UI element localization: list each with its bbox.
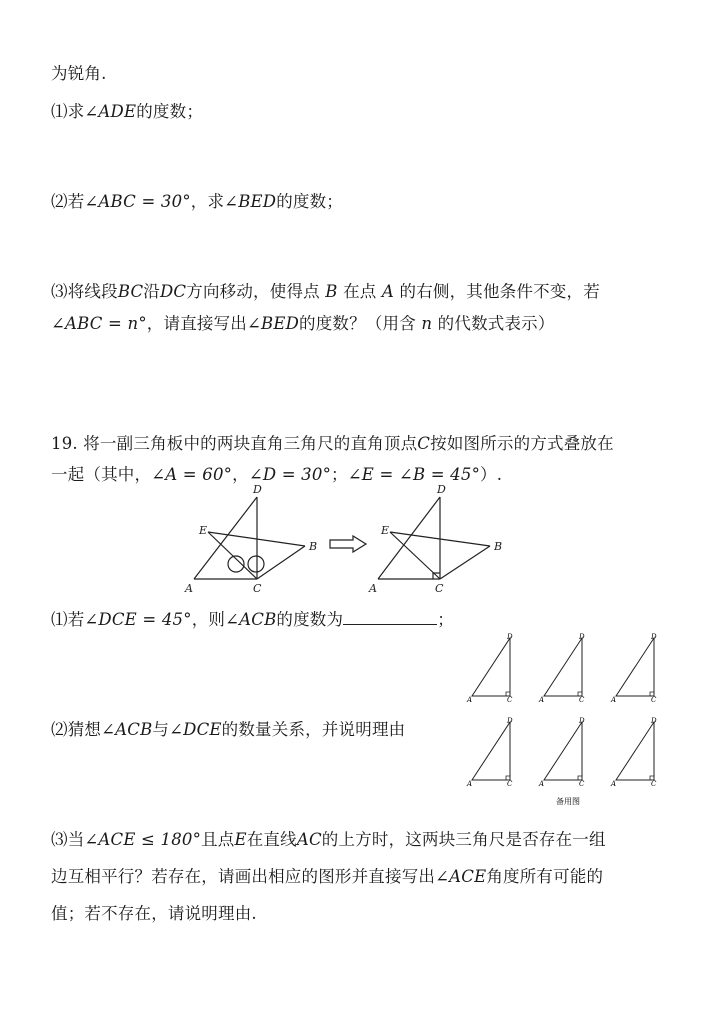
- q19-angle-eb: ∠E = ∠B = 45°: [347, 465, 481, 484]
- spare-label-c: C: [507, 696, 513, 704]
- spare-label-a: A: [467, 696, 473, 704]
- q2-angle: ∠BED: [224, 192, 277, 211]
- spare-label-d: D: [651, 633, 657, 641]
- q3-point-a: A: [381, 282, 395, 301]
- q1-prefix: ⑴求: [51, 102, 85, 121]
- fig-label-e: E: [199, 524, 208, 537]
- p3-angle: ∠ACE: [435, 867, 487, 886]
- q19-text-a: 19. 将一副三角板中的两块直角三角尺的直角顶点: [51, 434, 418, 453]
- spare-triangle-2: [538, 633, 585, 704]
- spare-label-d: D: [579, 717, 585, 725]
- q19-part-2: [51, 716, 405, 740]
- fig-label-b-2: B: [494, 540, 503, 553]
- q19-part-3-line-2: [51, 863, 603, 887]
- p1-end: ；: [437, 610, 454, 629]
- q3-var-n: n: [421, 314, 433, 333]
- q19-sep-1: ，: [232, 465, 249, 484]
- q3-text-e: 的右侧，其他条件不变，若: [394, 282, 600, 301]
- q19-text-c: 一起（其中，: [51, 465, 152, 484]
- p3-text-f: 角度所有可能的: [486, 867, 604, 886]
- spare-triangle-5: [538, 717, 585, 788]
- spare-label-d: D: [579, 633, 585, 641]
- q3-seg-dc: DC: [159, 282, 187, 301]
- q3-text-a: ⑶将线段: [51, 282, 118, 301]
- spare-label-d: D: [507, 633, 513, 641]
- spare-triangle-6: [610, 717, 657, 788]
- spare-label-a: A: [611, 696, 617, 704]
- spare-triangle-3: [610, 633, 657, 704]
- p3-text-a: ⑶当: [51, 830, 85, 849]
- spare-label-a: A: [539, 696, 545, 704]
- q2-prefix: ⑵若: [51, 192, 85, 211]
- p2-prefix: ⑵猜想: [51, 720, 102, 739]
- p2-angle-acb: ∠ACB: [101, 720, 153, 739]
- q2-mid: ，求: [190, 192, 225, 211]
- fig-label-d-2: D: [437, 483, 446, 496]
- spare-label-c: C: [579, 696, 585, 704]
- fig-label-c: C: [253, 582, 262, 595]
- spare-triangle-1: [466, 633, 513, 704]
- q19-angle-a: ∠A = 60°: [151, 465, 233, 484]
- q2-suffix: 的度数；: [276, 192, 344, 211]
- question-3-line-1: [51, 278, 600, 302]
- continuation-text: 为锐角.: [51, 64, 107, 83]
- p3-text-e: 边互相平行？若存在，请画出相应的图形并直接写出: [51, 867, 436, 886]
- triangle-figure: [175, 482, 515, 597]
- fig-label-b: B: [309, 540, 318, 553]
- q19-part-3-line-1: [51, 826, 606, 850]
- p3-condition: ∠ACE ≤ 180°: [84, 830, 202, 849]
- q1-suffix: 的度数；: [136, 102, 204, 121]
- q1-angle: ∠ADE: [84, 102, 137, 121]
- p3-text-d: 的上方时，这两块三角尺是否存在一组: [321, 830, 606, 849]
- spare-label-a: A: [467, 780, 473, 788]
- fig-label-e-2: E: [381, 524, 390, 537]
- spare-label-c: C: [507, 780, 513, 788]
- spare-label-d: D: [507, 717, 513, 725]
- q19-angle-d: ∠D = 30°: [248, 465, 332, 484]
- q3-text-f: ，请直接写出: [146, 314, 247, 333]
- p2-suffix: 的数量关系，并说明理由: [221, 720, 406, 739]
- spare-label-a: A: [539, 780, 545, 788]
- p2-mid: 与: [152, 720, 170, 739]
- spare-label-a: A: [611, 780, 617, 788]
- p1-suffix: 的度数为: [276, 610, 344, 629]
- fig-label-a-2: A: [369, 582, 377, 595]
- spare-caption: 备用图: [556, 797, 580, 806]
- fig-label-c-2: C: [435, 582, 444, 595]
- p1-prefix: ⑴若: [51, 610, 85, 629]
- q19-sep-2: ；: [331, 465, 348, 484]
- q3-text-c: 方向移动，使得点: [186, 282, 326, 301]
- q3-text-g: 的度数？（用含: [299, 314, 422, 333]
- q19-part-3-line-3: 值；若不存在，请说明理由.: [51, 904, 257, 923]
- fig-label-a: A: [185, 582, 193, 595]
- q3-point-b: B: [325, 282, 338, 301]
- fig-label-d: D: [253, 483, 262, 496]
- q19-part-1: [51, 606, 454, 630]
- q3-condition: ∠ABC = n°: [51, 314, 147, 333]
- q3-angle: ∠BED: [247, 314, 300, 333]
- spare-label-c: C: [651, 780, 657, 788]
- q3-seg-bc: BC: [117, 282, 144, 301]
- q3-text-b: 沿: [143, 282, 160, 301]
- spare-label-c: C: [579, 780, 585, 788]
- question-3-line-2: [51, 310, 555, 334]
- q3-text-d: 在点: [337, 282, 382, 301]
- p3-seg-ac: AC: [296, 830, 322, 849]
- q19-text-d: ）.: [480, 465, 503, 484]
- q19-text-b: 按如图所示的方式叠放在: [430, 434, 614, 453]
- q3-text-h: 的代数式表示）: [432, 314, 555, 333]
- answer-blank[interactable]: [343, 610, 437, 625]
- p3-text-c: 在直线: [246, 830, 297, 849]
- p2-angle-dce: ∠DCE: [169, 720, 222, 739]
- q19-point-c: C: [417, 434, 431, 453]
- spare-figures: [462, 630, 667, 810]
- spare-triangle-4: [466, 717, 513, 788]
- question-1: [51, 98, 203, 122]
- p3-text-b: 且点: [201, 830, 235, 849]
- p1-mid: ，则: [191, 610, 226, 629]
- spare-label-d: D: [651, 717, 657, 725]
- q19-line-1: [51, 430, 614, 454]
- p1-angle: ∠ACB: [225, 610, 277, 629]
- q2-condition: ∠ABC = 30°: [84, 192, 191, 211]
- p3-point-e: E: [234, 830, 247, 849]
- spare-label-c: C: [651, 696, 657, 704]
- question-2: [51, 188, 343, 212]
- p1-condition: ∠DCE = 45°: [84, 610, 192, 629]
